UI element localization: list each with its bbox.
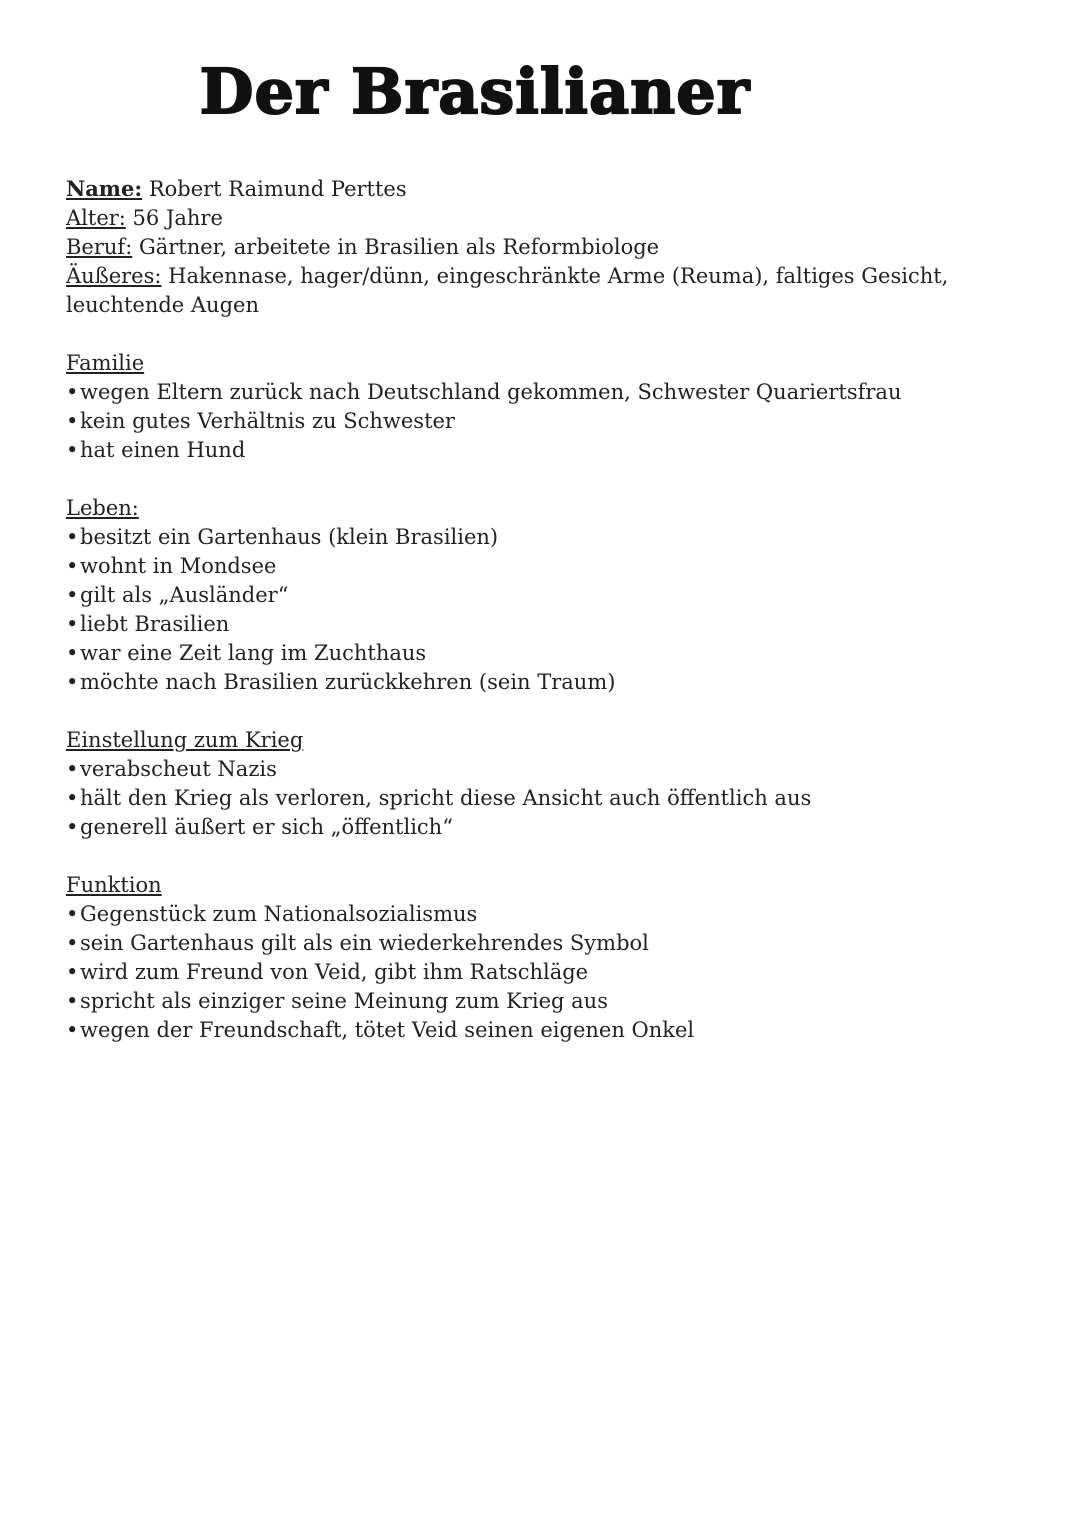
list-item-text: besitzt ein Gartenhaus (klein Brasilien) bbox=[80, 525, 499, 549]
bullet-icon: • bbox=[66, 525, 79, 549]
list-item bbox=[66, 929, 1056, 958]
bullet-icon: • bbox=[66, 989, 79, 1013]
section-heading: Leben: bbox=[66, 496, 139, 520]
list-item bbox=[66, 1016, 1056, 1045]
list-item bbox=[66, 813, 1056, 842]
section-heading: Familie bbox=[66, 351, 145, 375]
page-title: Der Brasilianer bbox=[199, 55, 751, 128]
section-heading: Funktion bbox=[66, 873, 162, 897]
profile-appearance bbox=[66, 262, 1056, 320]
profile-age bbox=[66, 204, 1056, 233]
section-heading: Einstellung zum Krieg bbox=[66, 728, 304, 752]
list-item bbox=[66, 900, 1056, 929]
list-item bbox=[66, 987, 1056, 1016]
list-item-text: hält den Krieg als verloren, spricht diese Ansicht auch öffentlich aus bbox=[80, 786, 812, 810]
bullet-icon: • bbox=[66, 1018, 79, 1042]
profile-label: Alter: bbox=[66, 206, 126, 230]
bullet-icon: • bbox=[66, 960, 79, 984]
profile-value: Gärtner, arbeitete in Brasilien als Reformbiologe bbox=[132, 235, 660, 259]
profile-value: Robert Raimund Perttes bbox=[142, 177, 407, 201]
bullet-icon: • bbox=[66, 612, 79, 636]
list-item bbox=[66, 523, 1056, 552]
list-item bbox=[66, 581, 1056, 610]
bullet-icon: • bbox=[66, 554, 79, 578]
list-item bbox=[66, 610, 1056, 639]
bullet-icon: • bbox=[66, 380, 79, 404]
list-item-text: gilt als „Ausländer“ bbox=[80, 583, 289, 607]
list-item bbox=[66, 436, 1056, 465]
profile-occupation bbox=[66, 233, 1056, 262]
profile-label: Name: bbox=[66, 176, 143, 201]
list-item-text: liebt Brasilien bbox=[80, 612, 230, 636]
list-item-text: war eine Zeit lang im Zuchthaus bbox=[80, 641, 427, 665]
profile-block bbox=[66, 174, 1056, 320]
bullet-icon: • bbox=[66, 815, 79, 839]
section-funktion bbox=[66, 871, 1056, 1045]
bullet-icon: • bbox=[66, 757, 79, 781]
list-item-text: hat einen Hund bbox=[80, 438, 246, 462]
profile-label: Äußeres: bbox=[66, 264, 162, 288]
list-item bbox=[66, 755, 1056, 784]
list-item-text: wohnt in Mondsee bbox=[80, 554, 277, 578]
list-item-text: möchte nach Brasilien zurückkehren (sein Traum) bbox=[80, 670, 616, 694]
list-item-text: wegen der Freundschaft, tötet Veid seinen eigenen Onkel bbox=[80, 1018, 695, 1042]
list-item bbox=[66, 784, 1056, 813]
profile-value: Hakennase, hager/dünn, eingeschränkte Arme (Reuma), faltiges Gesicht, leuchtende Augen bbox=[66, 264, 949, 317]
profile-label: Beruf: bbox=[66, 235, 133, 259]
bullet-list bbox=[66, 378, 1056, 465]
bullet-icon: • bbox=[66, 409, 79, 433]
list-item bbox=[66, 552, 1056, 581]
profile-name bbox=[66, 174, 1056, 204]
list-item-text: spricht als einziger seine Meinung zum Krieg aus bbox=[80, 989, 608, 1013]
bullet-icon: • bbox=[66, 670, 79, 694]
section-familie bbox=[66, 349, 1056, 465]
bullet-icon: • bbox=[66, 438, 79, 462]
bullet-list bbox=[66, 900, 1056, 1045]
list-item-text: wird zum Freund von Veid, gibt ihm Ratschläge bbox=[80, 960, 589, 984]
bullet-list bbox=[66, 523, 1056, 697]
bullet-icon: • bbox=[66, 641, 79, 665]
bullet-list bbox=[66, 755, 1056, 842]
list-item-text: verabscheut Nazis bbox=[80, 757, 277, 781]
list-item bbox=[66, 407, 1056, 436]
document-body bbox=[66, 174, 1056, 1045]
bullet-icon: • bbox=[66, 902, 79, 926]
section-leben bbox=[66, 494, 1056, 697]
list-item-text: wegen Eltern zurück nach Deutschland gekommen, Schwester Quariertsfrau bbox=[80, 380, 902, 404]
bullet-icon: • bbox=[66, 786, 79, 810]
list-item-text: generell äußert er sich „öffentlich“ bbox=[80, 815, 453, 839]
list-item bbox=[66, 639, 1056, 668]
list-item bbox=[66, 958, 1056, 987]
section-einstellung-zum-krieg bbox=[66, 726, 1056, 842]
list-item-text: sein Gartenhaus gilt als ein wiederkehrendes Symbol bbox=[80, 931, 649, 955]
list-item bbox=[66, 668, 1056, 697]
list-item bbox=[66, 378, 1056, 407]
list-item-text: kein gutes Verhältnis zu Schwester bbox=[80, 409, 455, 433]
bullet-icon: • bbox=[66, 931, 79, 955]
list-item-text: Gegenstück zum Nationalsozialismus bbox=[80, 902, 478, 926]
profile-value: 56 Jahre bbox=[125, 206, 223, 230]
bullet-icon: • bbox=[66, 583, 79, 607]
